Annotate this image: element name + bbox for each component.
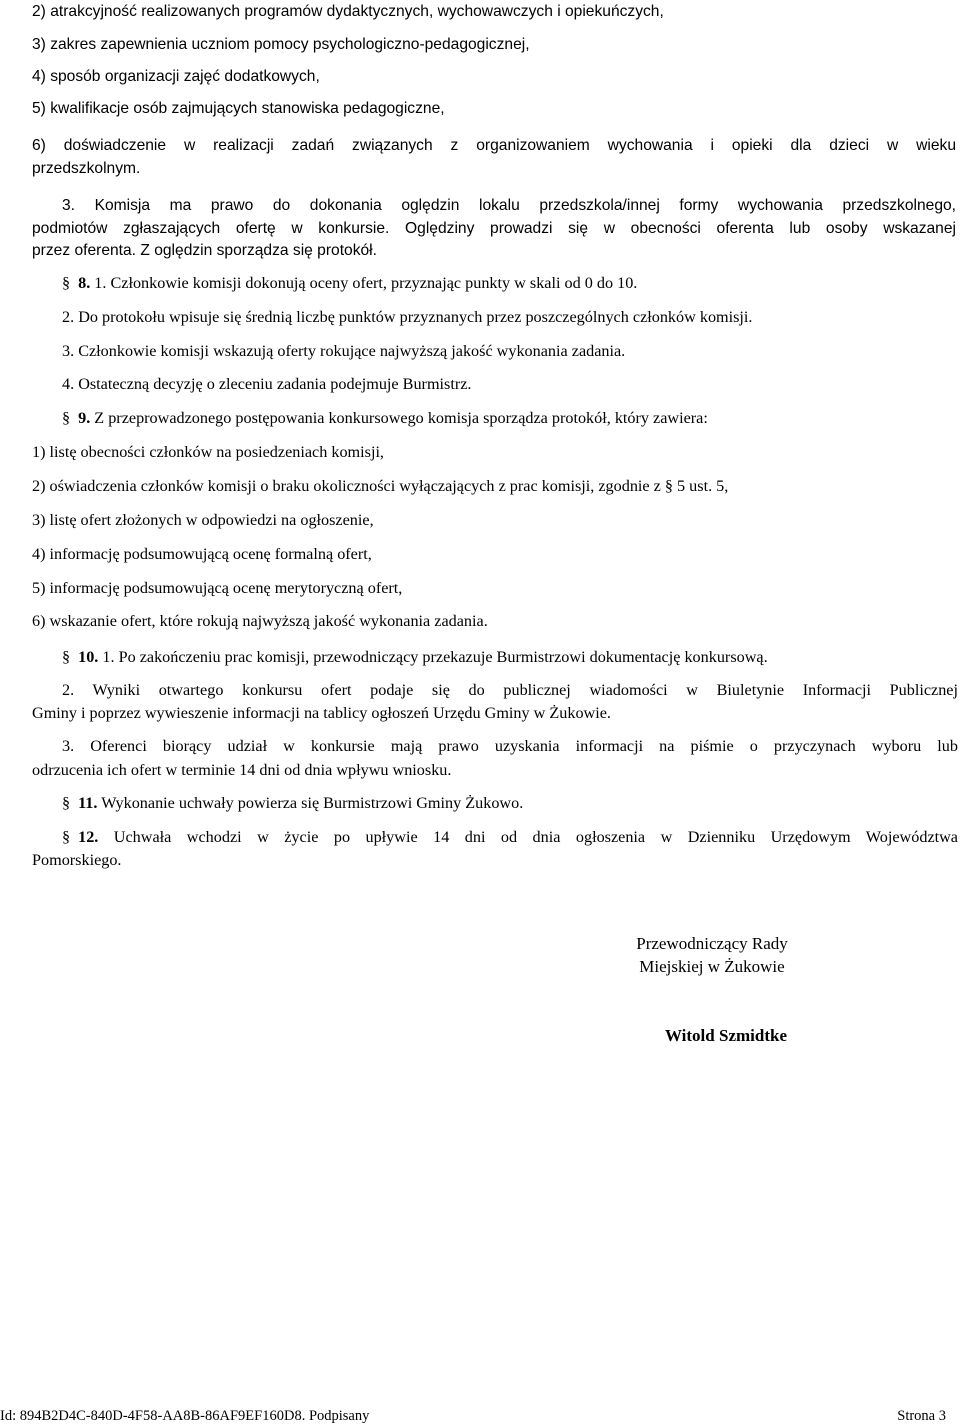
section-10-p1 [62,645,960,669]
list-item: 2) oświadczenia członków komisji o braku okoliczności wyłączających z prac komisji, zgodnie z § 5 ust. 5, [32,477,729,495]
section-9-intro [62,406,960,430]
section-sign: § [62,648,71,666]
section-8-mark: 8. [78,274,91,292]
signature-title: Miejskiej w Żukowie [639,957,785,976]
paragraph-line: 3. Oferenci biorący udział w konkursie mają prawo uzyskania informacji na piśmie o przyczynach wyboru lub [62,737,958,755]
section-8-item: 2. Do protokołu wpisuje się średnią liczbę punktów przyznanych przez poszczególnych członków komisji. [62,308,753,326]
section-12-text: Uchwała wchodzi w życie po upływie 14 dni od dnia ogłoszenia w Dzienniku Urzędowym Województwa [113,828,958,846]
list-item: 6) doświadczenie w realizacji zadań związanych z organizowaniem wychowania i opieki dla dzieci w wieku [32,137,956,154]
section-8-item: 3. Członkowie komisji wskazują oferty rokujące najwyższą jakość wykonania zadania. [62,342,626,360]
paragraph-line: Gminy i poprzez wywieszenie informacji na tablicy ogłoszeń Urzędu Gminy w Żukowie. [32,704,611,722]
list-item: 3) zakres zapewnienia uczniom pomocy psychologiczno-pedagogicznej, [32,36,530,53]
signature-title: Przewodniczący Rady [636,934,788,953]
section-8-item: 4. Ostateczną decyzję o zleceniu zadania podejmuje Burmistrz. [62,375,472,393]
list-item: 5) informację podsumowującą ocenę merytoryczną ofert, [32,579,403,597]
section-11-mark: 11. [78,794,98,812]
section-sign: § [62,274,71,292]
section-10-mark: 10. [78,648,99,666]
section-12 [62,825,958,849]
list-item: 5) kwalifikacje osób zajmujących stanowiska pedagogiczne, [32,100,445,117]
section-8-item-text: 1. Członkowie komisji dokonują oceny ofert, przyznając punkty w skali od 0 do 10. [94,274,638,292]
paragraph-line: Pomorskiego. [32,851,122,869]
list-item: 4) sposób organizacji zajęć dodatkowych, [32,68,320,85]
section-9-intro-text: Z przeprowadzonego postępowania konkursowego komisja sporządza protokół, który zawiera: [94,409,708,427]
list-item: 2) atrakcyjność realizowanych programów dydaktycznych, wychowawczych i opiekuńczych, [32,3,664,20]
paragraph-line: przez oferenta. Z oględzin sporządza się protokół. [32,242,377,259]
list-item: 1) listę obecności członków na posiedzeniach komisji, [32,443,384,461]
list-item: 6) wskazanie ofert, które rokują najwyższą jakość wykonania zadania. [32,612,488,630]
paragraph-line: podmiotów zgłaszających ofertę w konkursie. Oględziny prowadzi się w obecności oferenta lub osoby wskazanej [32,220,956,237]
section-sign: § [62,409,71,427]
section-10-p1-text: 1. Po zakończeniu prac komisji, przewodniczący przekazuje Burmistrzowi dokumentację konkursową. [102,648,768,666]
section-11-text: Wykonanie uchwały powierza się Burmistrzowi Gminy Żukowo. [101,794,524,812]
paragraph-line: odrzucenia ich ofert w terminie 14 dni od dnia wpływu wniosku. [32,761,452,779]
footer-page-number: Strona 3 [897,1408,946,1424]
list-item-continuation: przedszkolnym. [32,160,141,177]
list-item: 3) listę ofert złożonych w odpowiedzi na ogłoszenie, [32,511,374,529]
section-sign: § [62,794,71,812]
signature-name: Witold Szmidtke [664,1026,787,1045]
section-11 [62,791,960,815]
section-8-item [62,271,960,295]
paragraph-line: 3. Komisja ma prawo do dokonania oględzin lokalu przedszkola/innej formy wychowania przedszkolnego, [62,197,956,214]
paragraph-line: 2. Wyniki otwartego konkursu ofert podaje się do publicznej wiadomości w Biuletynie Informacji Publicznej [62,681,958,699]
section-sign: § [62,828,71,846]
section-12-mark: 12. [78,828,99,846]
list-item: 4) informację podsumowującą ocenę formalną ofert, [32,545,372,563]
section-9-mark: 9. [78,409,91,427]
footer-id: Id: 894B2D4C-840D-4F58-AA8B-86AF9EF160D8. Podpisany [0,1408,370,1424]
